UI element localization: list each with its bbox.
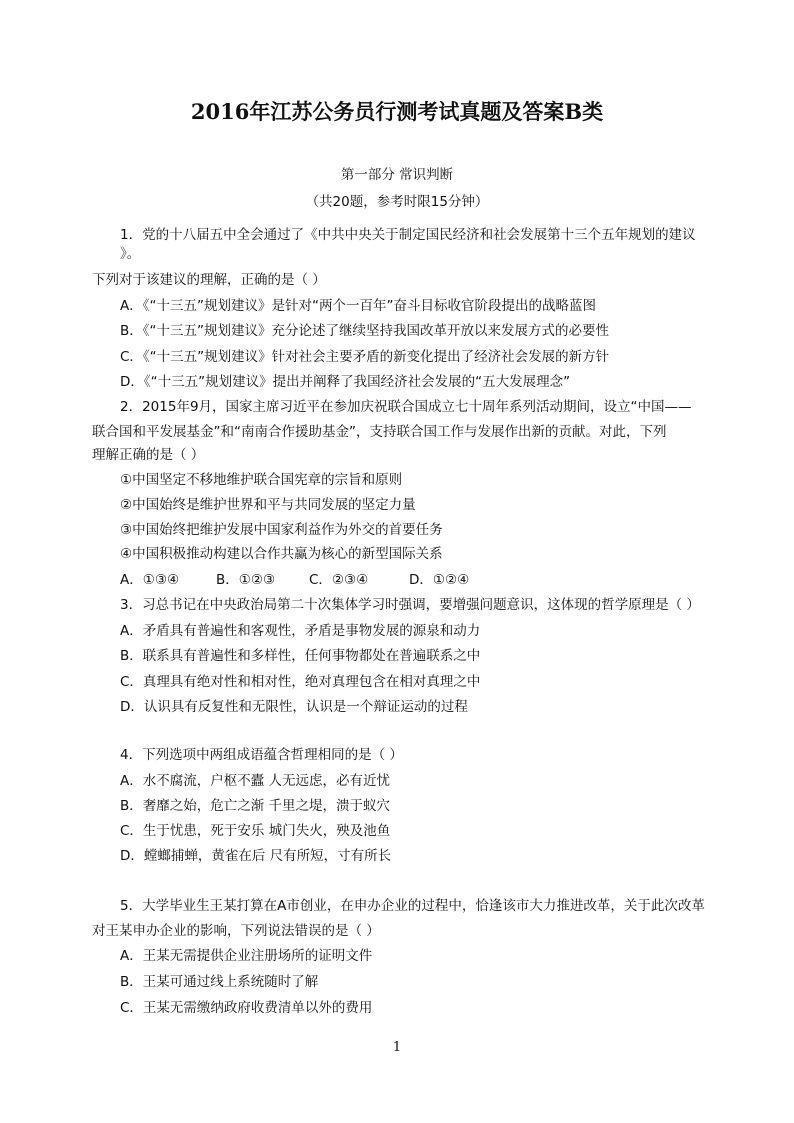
q2-option-a: A．①③④: [120, 572, 180, 588]
q1-stem-line-2: 》。: [120, 246, 141, 262]
q2-option-d: D．①②④: [409, 572, 470, 588]
q3-option-d: D．认识具有反复性和无限性，认识是一个辩证运动的过程: [120, 699, 468, 715]
q4-option-c: C．生于忧患，死于安乐 城门失火，殃及池鱼: [120, 823, 391, 839]
q1-stem-line-3: 下列对于该建议的理解，正确的是（ ）: [92, 272, 326, 288]
q1-stem-line-1: 1．党的十八届五中全会通过了《中共中央关于制定国民经济和社会发展第十三个五年规划的建议: [120, 227, 696, 243]
q4-option-d: D．螳螂捕蝉，黄雀在后 尺有所短，寸有所长: [120, 848, 392, 864]
section-heading: 第一部分 常识判断: [340, 167, 454, 183]
q2-stem-line-2: 联合国和平发展基金”和“南南合作援助基金”，支持联合国工作与发展作出新的贡献。对此，下列: [92, 424, 667, 440]
q3-option-a: A．矛盾具有普遍性和客观性，矛盾是事物发展的源泉和动力: [120, 623, 481, 639]
q2-stem-line-1: 2．2015年9月，国家主席习近平在参加庆祝联合国成立七十周年系列活动期间，设立“中国——: [120, 399, 692, 415]
q2-statement-2: ②中国始终是维护世界和平与共同发展的坚定力量: [120, 497, 416, 513]
q2-statement-3: ③中国始终把维护发展中国家利益作为外交的首要任务: [120, 522, 443, 538]
page-number: 1: [392, 1040, 402, 1055]
q3-option-b: B．联系具有普遍性和多样性，任何事物都处在普遍联系之中: [120, 648, 481, 664]
q4-option-a: A．水不腐流，户枢不蠹 人无远虑，必有近忧: [120, 773, 391, 789]
q3-option-c: C．真理具有绝对性和相对性，绝对真理包含在相对真理之中: [120, 674, 481, 690]
q2-option-c: C．②③④: [309, 572, 369, 588]
q1-option-c: C．《“十三五”规划建议》针对社会主要矛盾的新变化提出了经济社会发展的新方针: [120, 349, 610, 365]
q4-option-b: B．奢靡之始，危亡之渐 千里之堤，溃于蚁穴: [120, 798, 391, 814]
q3-stem: 3．习总书记在中央政治局第二十次集体学习时强调，要增强问题意识，这体现的哲学原理是（ ）: [120, 597, 700, 613]
q2-options-row: [120, 571, 469, 589]
q5-stem-line-2: 对王某申办企业的影响，下列说法错误的是（ ）: [92, 923, 380, 939]
document-title: 2016年江苏公务员行测考试真题及答案B类: [190, 99, 604, 124]
section-note: （共20题，参考时限15分钟）: [305, 194, 489, 210]
q2-option-b: B．①②③: [216, 572, 276, 588]
q2-statement-4: ④中国积极推动构建以合作共赢为核心的新型国际关系: [120, 546, 443, 562]
q5-stem-line-1: 5．大学毕业生王某打算在A市创业，在申办企业的过程中，恰逢该市大力推进改革，关于此次改革: [120, 898, 705, 914]
q4-stem: 4．下列选项中两组成语蕴含哲理相同的是（ ）: [120, 747, 403, 763]
q5-option-a: A．王某无需提供企业注册场所的证明文件: [120, 948, 373, 964]
q5-option-c: C．王某无需缴纳政府收费清单以外的费用: [120, 1000, 373, 1016]
q2-statement-1: ①中国坚定不移地维护联合国宪章的宗旨和原则: [120, 472, 403, 488]
q5-option-b: B．王某可通过线上系统随时了解: [120, 974, 319, 990]
q2-stem-line-3: 理解正确的是（ ）: [92, 447, 205, 463]
q1-option-d: D．《“十三五”规划建议》提出并阐释了我国经济社会发展的“五大发展理念”: [120, 374, 571, 390]
q1-option-a: A．《“十三五”规划建议》是针对“两个一百年”奋斗目标收官阶段提出的战略蓝图: [120, 298, 596, 314]
q1-option-b: B．《“十三五”规划建议》充分论述了继续坚持我国改革开放以来发展方式的必要性: [120, 323, 609, 339]
